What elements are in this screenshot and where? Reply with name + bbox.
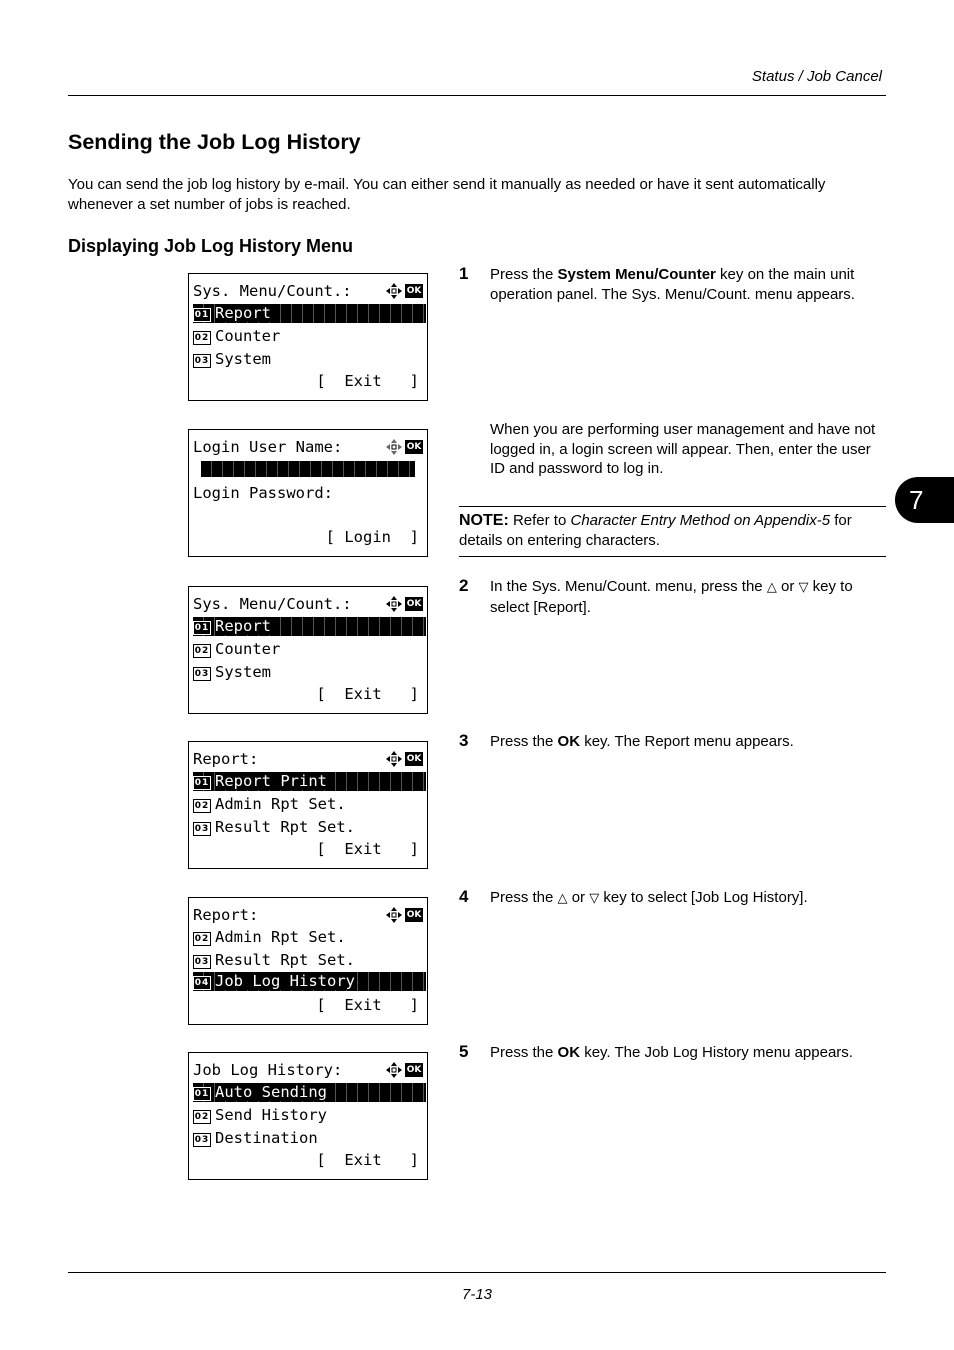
step-number: 3 bbox=[459, 731, 469, 750]
lcd-softkey-exit: [ Exit ] bbox=[316, 372, 419, 390]
lcd-title: Sys. Menu/Count.: bbox=[193, 282, 352, 300]
lcd-row: 03 System bbox=[194, 663, 271, 681]
lcd-screen-login bbox=[188, 429, 428, 557]
lcd-screen-sys-menu bbox=[188, 273, 428, 401]
cross-arrows-icon bbox=[385, 906, 403, 924]
lcd-screen-job-log-history bbox=[188, 1052, 428, 1180]
lcd-row: Login Password: bbox=[193, 484, 333, 502]
lcd-title: Job Log History: bbox=[193, 1061, 343, 1079]
step-number: 4 bbox=[459, 887, 469, 906]
chapter-tab: 7 bbox=[895, 477, 954, 523]
ok-key-icon: OK bbox=[406, 910, 422, 920]
ok-key-icon: OK bbox=[406, 442, 422, 452]
lcd-screen-report-scrolled bbox=[188, 897, 428, 1025]
note-box: NOTE: Refer to Character Entry Method on Appendix-5 for details on entering characters. bbox=[459, 506, 886, 557]
login-name-input-field bbox=[201, 461, 415, 477]
lcd-softkey-exit: [ Exit ] bbox=[316, 996, 419, 1014]
step-number: 2 bbox=[459, 576, 469, 595]
lcd-row: 03 Result Rpt Set. bbox=[194, 818, 355, 836]
page-title: Sending the Job Log History bbox=[68, 130, 361, 154]
step-4-text: Press the △ or ▽ key to select [Job Log History]. bbox=[490, 889, 808, 906]
cross-arrows-icon bbox=[385, 1061, 403, 1079]
navigation-cursor-icon bbox=[385, 595, 423, 613]
cross-arrows-icon bbox=[385, 750, 403, 768]
lcd-row-selected: 01 Auto Sending bbox=[193, 1083, 426, 1102]
step-number: 5 bbox=[459, 1042, 469, 1061]
lcd-row: 02 Counter bbox=[194, 327, 281, 345]
navigation-cursor-icon bbox=[385, 1061, 423, 1079]
step-3-text: Press the OK key. The Report menu appears. bbox=[490, 733, 794, 750]
lcd-row: 02 Counter bbox=[194, 640, 281, 658]
up-key-icon: △ bbox=[557, 891, 568, 906]
cross-arrows-icon bbox=[385, 595, 403, 613]
lcd-row: 02 Admin Rpt Set. bbox=[194, 928, 346, 946]
lcd-row: 02 Send History bbox=[194, 1106, 327, 1124]
page-number: 7-13 bbox=[461, 1286, 493, 1303]
step-1-extra-text: When you are performing user management and have not logged in, a login screen will appear. Then, enter the user ID and password to log in. bbox=[490, 421, 876, 477]
lcd-row: 02 Admin Rpt Set. bbox=[194, 795, 346, 813]
cross-arrows-icon bbox=[385, 438, 403, 456]
lcd-row: 03 System bbox=[194, 350, 271, 368]
lcd-row-selected: 04 Job Log History bbox=[193, 972, 426, 991]
down-key-icon: ▽ bbox=[798, 580, 809, 595]
step-number: 1 bbox=[459, 264, 469, 283]
cross-arrows-icon bbox=[385, 282, 403, 300]
ok-key-icon: OK bbox=[406, 754, 422, 764]
lcd-row-selected: 01 Report bbox=[193, 304, 426, 323]
ok-key-icon: OK bbox=[406, 599, 422, 609]
step-2-text: In the Sys. Menu/Count. menu, press the △ or ▽ key to select [Report]. bbox=[490, 578, 853, 616]
lcd-row: 03 Result Rpt Set. bbox=[194, 951, 355, 969]
navigation-cursor-icon bbox=[385, 438, 423, 456]
navigation-cursor-icon bbox=[385, 906, 423, 924]
step-5-text: Press the OK key. The Job Log History menu appears. bbox=[490, 1044, 853, 1061]
lcd-softkey-login: [ Login ] bbox=[325, 528, 419, 546]
lcd-softkey-exit: [ Exit ] bbox=[316, 1151, 419, 1169]
lcd-softkey-exit: [ Exit ] bbox=[316, 685, 419, 703]
lcd-row: 03 Destination bbox=[194, 1129, 318, 1147]
footer-rule bbox=[68, 1272, 886, 1273]
down-key-icon: ▽ bbox=[589, 891, 600, 906]
navigation-cursor-icon bbox=[385, 282, 423, 300]
lcd-softkey-exit: [ Exit ] bbox=[316, 840, 419, 858]
lcd-title: Report: bbox=[193, 906, 259, 924]
section-heading: Displaying Job Log History Menu bbox=[68, 236, 354, 256]
up-key-icon: △ bbox=[766, 580, 777, 595]
lcd-screen-report bbox=[188, 741, 428, 869]
ok-key-icon: OK bbox=[406, 1065, 422, 1075]
ok-key-icon: OK bbox=[406, 286, 422, 296]
navigation-cursor-icon bbox=[385, 750, 423, 768]
running-header: Status / Job Cancel bbox=[751, 68, 882, 85]
lcd-title: Login User Name: bbox=[193, 438, 343, 456]
lcd-screen-sys-menu bbox=[188, 586, 428, 714]
lcd-row-selected: 01 Report bbox=[193, 617, 426, 636]
lcd-title: Sys. Menu/Count.: bbox=[193, 595, 352, 613]
lcd-title: Report: bbox=[193, 750, 259, 768]
step-1-text: Press the System Menu/Counter key on the main unit operation panel. The Sys. Menu/Count. menu appears. bbox=[490, 266, 855, 303]
lcd-row-selected: 01 Report Print bbox=[193, 772, 426, 791]
header-rule bbox=[68, 95, 886, 96]
intro-paragraph: You can send the job log history by e-mail. You can either send it manually as needed or have it sent automatically whenever a set number of jobs is reached. bbox=[68, 176, 826, 213]
